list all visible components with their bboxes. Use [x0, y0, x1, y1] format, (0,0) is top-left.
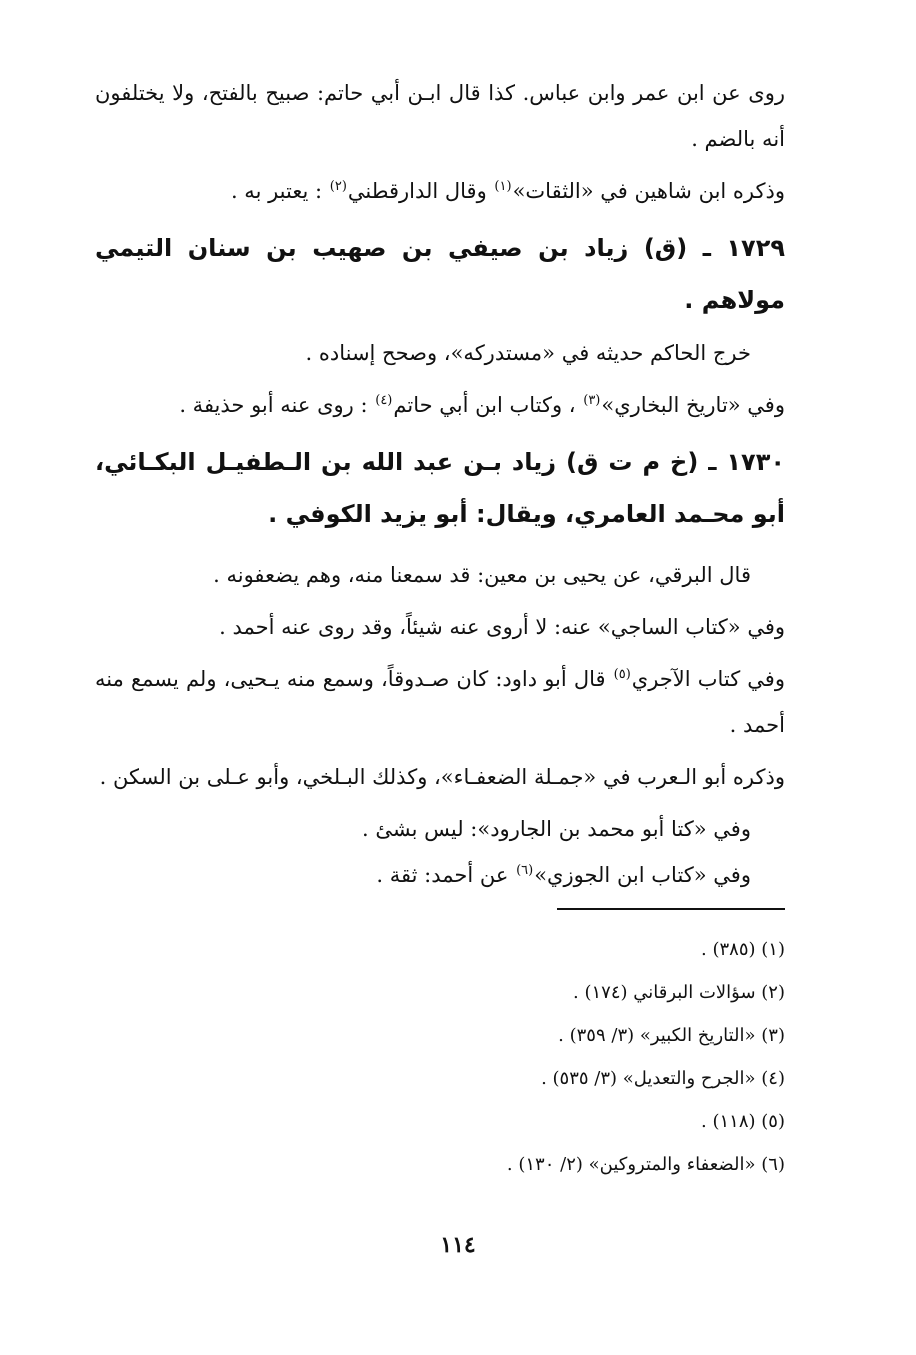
- paragraph-bukhari: [95, 382, 785, 428]
- footnote-item: (٦) «الضعفاء والمتروكين» (٢/ ١٣٠) .: [506, 1154, 785, 1175]
- text-segment: : يعتبر به .: [230, 179, 329, 203]
- paragraph-ajurri: [95, 656, 785, 748]
- entry-heading-1729: ١٧٢٩ ـ (ق) زياد بن صيفي بن صهيب بن سنان التيمي مولاهم .: [95, 234, 785, 314]
- footnote-marker-4[interactable]: (٤): [375, 393, 393, 408]
- paragraph-barqi: قال البرقي، عن يحيى بن معين: قد سمعنا منه، وهم يضعفونه .: [213, 563, 751, 587]
- paragraph-narration: روى عن ابن عمر وابن عباس. كذا قال ابـن أبي حاتم: صبيح بالفتح، ولا يختلفون أنه بالضم .: [95, 81, 785, 151]
- footnote-item: (١) (٣٨٥) .: [701, 939, 785, 960]
- footnote-marker-1[interactable]: (١): [494, 179, 512, 194]
- text-segment: عن أحمد: ثقة .: [376, 863, 516, 887]
- paragraph-abu-al-arab: وذكره أبو الـعرب في «جمـلة الضعفـاء»، وكذلك البـلخي، وأبو عـلى بن السكن .: [99, 765, 785, 789]
- footnote-item: (٤) «الجرح والتعديل» (٣/ ٥٣٥) .: [541, 1068, 785, 1089]
- paragraph-ibn-jawzi: [95, 852, 785, 898]
- page-number: ١١٤: [440, 1232, 476, 1258]
- text-segment: وذكره ابن شاهين في «الثقات»: [512, 179, 785, 203]
- footnote-item: (٢) سؤالات البرقاني (١٧٤) .: [573, 982, 785, 1003]
- paragraph-ibn-shahin: [95, 168, 785, 214]
- paragraph-hakim: خرج الحاكم حديثه في «مستدركه»، وصحح إسناده .: [305, 341, 751, 365]
- footnotes-list: [95, 928, 785, 1186]
- footnote-marker-5[interactable]: (٥): [613, 667, 631, 682]
- text-segment: : روى عنه أبو حذيفة .: [179, 393, 375, 417]
- text-segment: قال أبو داود: كان صـدوقاً، وسمع منه يـحيى، ولم يسمع منه أحمد .: [95, 667, 785, 737]
- text-segment: وقال الدارقطني: [347, 179, 494, 203]
- text-segment: ، وكتاب ابن أبي حاتم: [393, 393, 583, 417]
- entry-heading-1730: ١٧٣٠ ـ (خ م ت ق) زياد بـن عبد الله بن الـطفيـل البكـائي، أبو محـمد العامري، ويقال: أبو يزيد الكوفي .: [95, 448, 785, 528]
- footnote-marker-6[interactable]: (٦): [516, 863, 534, 878]
- paragraph-jarud: وفي «كتا أبو محمد بن الجارود»: ليس بشئ .: [361, 817, 751, 841]
- paragraph-saji: وفي «كتاب الساجي» عنه: لا أروى عنه شيئاً، وقد روى عنه أحمد .: [219, 615, 785, 639]
- text-segment: وفي «كتاب ابن الجوزي»: [534, 863, 751, 887]
- page-body: [95, 70, 785, 1186]
- footnote-item: (٥) (١١٨) .: [701, 1111, 785, 1132]
- text-segment: وفي كتاب الآجري: [631, 667, 785, 691]
- footnote-marker-3[interactable]: (٣): [583, 393, 601, 408]
- text-segment: وفي «تاريخ البخاري»: [601, 393, 785, 417]
- footnote-separator: [557, 908, 785, 910]
- footnote-marker-2[interactable]: (٢): [329, 179, 347, 194]
- footnote-item: (٣) «التاريخ الكبير» (٣/ ٣٥٩) .: [558, 1025, 785, 1046]
